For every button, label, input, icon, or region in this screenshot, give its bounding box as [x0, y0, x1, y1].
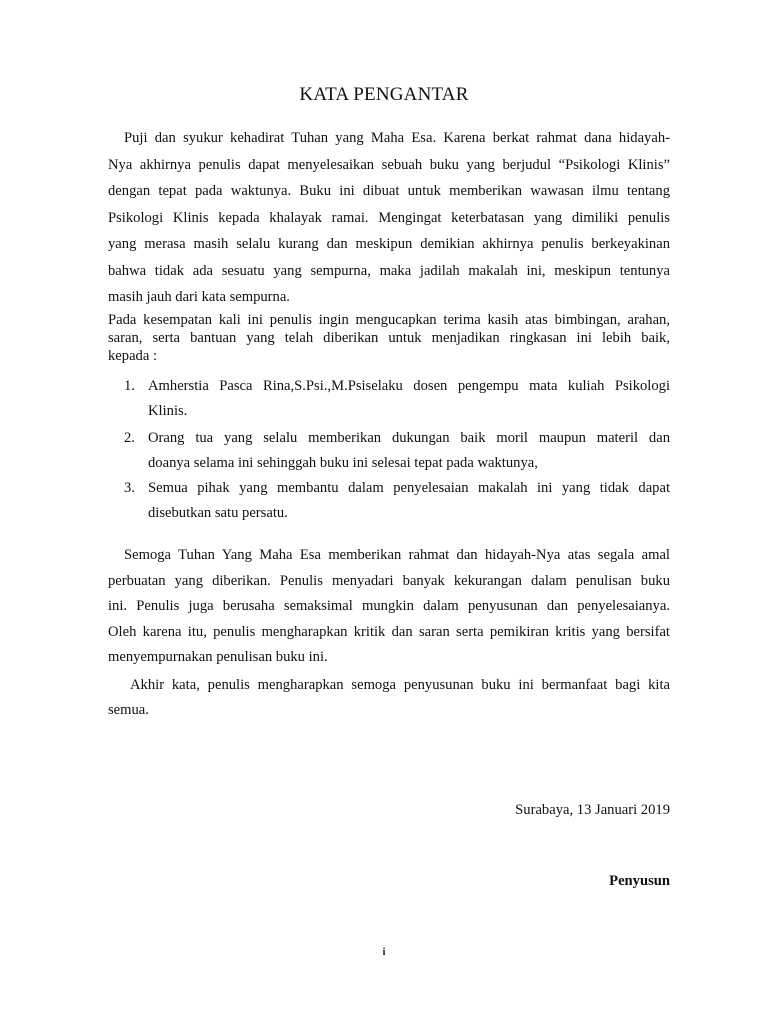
text-line: doanya selama ini sehinggah buku ini selesai tepat pada waktunya, [148, 455, 538, 471]
text-line: bahwa tidak ada sesuatu yang sempurna, maka jadilah makalah ini, meskipun tentunya [108, 262, 670, 279]
paragraph-closing [108, 543, 670, 671]
text-line: semua. [108, 702, 149, 718]
list-number: 3. [124, 480, 135, 496]
text-line: Pada kesempatan kali ini penulis ingin mengucapkan terima kasih atas bimbingan, arahan, [108, 312, 670, 328]
list-item [124, 374, 670, 424]
text-line: saran, serta bantuan yang telah diberikan untuk menjadikan ringkasan ini lebih baik, [108, 330, 670, 346]
list-number: 2. [124, 430, 135, 446]
text-line: yang merasa masih selalu kurang dan meskipun demikian akhirnya penulis berkeyakinan [108, 236, 670, 252]
text-line: Semoga Tuhan Yang Maha Esa memberikan rahmat dan hidayah-Nya atas segala amal [124, 547, 670, 563]
paragraph-intro [108, 125, 670, 311]
text-line: perbuatan yang diberikan. Penulis menyadari banyak kekurangan dalam penulisan buku [108, 572, 670, 589]
text-line: masih jauh dari kata sempurna. [108, 289, 290, 305]
list-item [124, 426, 670, 476]
text-line: Klinis. [148, 403, 188, 419]
paragraph-final [108, 673, 670, 723]
text-line: Oleh karena itu, penulis mengharapkan kritik dan saran serta pemikiran kritis yang bersifat [108, 623, 670, 640]
text-line: ini. Penulis juga berusaha semaksimal mungkin dalam penyusunan dan penyelesaianya. [108, 598, 670, 614]
text-line: Psikologi Klinis kepada khalayak ramai. Mengingat keterbatasan yang dimiliki penulis [108, 209, 670, 226]
text-line: Semua pihak yang membantu dalam penyelesaian makalah ini yang tidak dapat [148, 480, 670, 496]
list-item [124, 476, 670, 526]
place-date: Surabaya, 13 Januari 2019 [515, 802, 670, 818]
text-line: Akhir kata, penulis mengharapkan semoga penyusunan buku ini bermanfaat bagi kita [130, 677, 670, 693]
text-line: kepada : [108, 348, 158, 364]
paragraph-thanks [108, 311, 670, 365]
signature: Penyusun [609, 873, 670, 889]
text-line: Orang tua yang selalu memberikan dukungan baik moril maupun materil dan [148, 430, 670, 446]
list-number: 1. [124, 378, 135, 394]
text-line: Amherstia Pasca Rina,S.Psi.,M.Psiselaku dosen pengempu mata kuliah Psikologi [148, 378, 670, 394]
text-line: Puji dan syukur kehadirat Tuhan yang Maha Esa. Karena berkat rahmat dana hidayah- [124, 130, 670, 146]
text-line: menyempurnakan penulisan buku ini. [108, 649, 328, 665]
text-line: dengan tepat pada waktunya. Buku ini dibuat untuk memberikan wawasan ilmu tentang [108, 183, 670, 199]
page-title: KATA PENGANTAR [299, 84, 469, 105]
text-line: disebutkan satu persatu. [148, 505, 288, 521]
text-line: Nya akhirnya penulis dapat menyelesaikan sebuah buku yang berjudul “Psikologi Klinis” [108, 156, 670, 173]
page-number: i [382, 947, 386, 958]
